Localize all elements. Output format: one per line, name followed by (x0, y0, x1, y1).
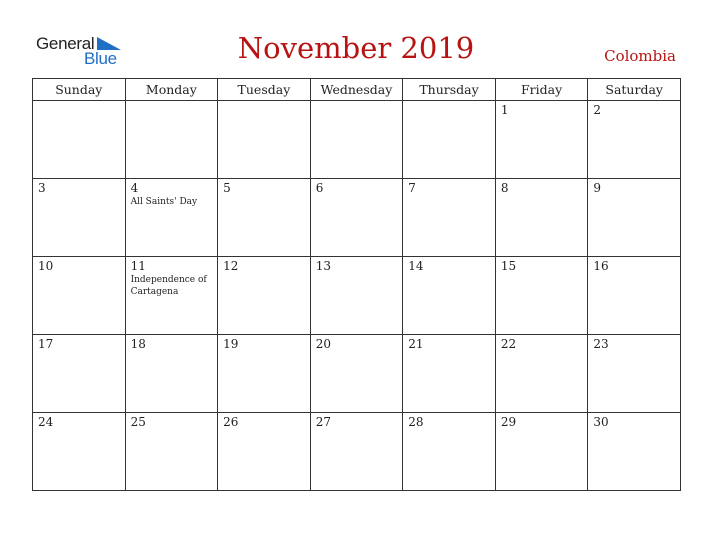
day-cell (588, 335, 681, 413)
day-number: 28 (408, 415, 424, 429)
day-number: 9 (593, 181, 602, 195)
day-number: 2 (593, 103, 602, 117)
day-number: 14 (408, 259, 424, 273)
day-cell (495, 335, 588, 413)
weekday-header: Saturday (588, 79, 681, 101)
day-number (126, 101, 218, 103)
day-cell (495, 101, 588, 179)
day-number (33, 101, 125, 103)
country-label: Colombia (604, 47, 676, 65)
day-cell (218, 179, 311, 257)
day-cell (403, 101, 496, 179)
day-number: 12 (223, 259, 239, 273)
day-cell (125, 413, 218, 491)
day-number: 5 (223, 181, 231, 195)
day-cell (310, 179, 403, 257)
day-cell (33, 257, 126, 335)
day-cell (33, 101, 126, 179)
day-number: 30 (593, 415, 609, 429)
day-cell (403, 335, 496, 413)
day-cell (125, 101, 218, 179)
day-number: 8 (500, 181, 509, 195)
weekday-header-row (33, 79, 681, 101)
day-cell (218, 257, 311, 335)
holiday-label: Independence of Cartagena (130, 275, 207, 297)
weekday-header: Sunday (33, 79, 126, 101)
day-number: 27 (315, 415, 331, 429)
day-cell (218, 335, 311, 413)
day-number: 15 (500, 259, 517, 273)
day-cell (125, 179, 218, 257)
day-number: 26 (223, 415, 239, 429)
calendar-grid (32, 78, 681, 491)
day-cell (125, 257, 218, 335)
day-cell (310, 257, 403, 335)
day-cell (310, 101, 403, 179)
day-number: 20 (315, 337, 331, 351)
logo-text-general: General (36, 34, 95, 53)
day-cell (33, 335, 126, 413)
day-number: 7 (408, 181, 416, 195)
day-number: 19 (223, 337, 239, 351)
logo-text-blue: Blue (84, 49, 117, 68)
day-cell (588, 257, 681, 335)
day-cell (403, 179, 496, 257)
day-number: 3 (38, 181, 46, 195)
day-cell (33, 179, 126, 257)
day-number: 22 (500, 337, 517, 351)
day-cell (218, 101, 311, 179)
day-number: 21 (408, 337, 424, 351)
day-number: 16 (593, 259, 609, 273)
holiday-label: All Saints' Day (130, 197, 198, 207)
week-row (33, 179, 681, 257)
day-number: 17 (38, 337, 54, 351)
day-number: 4 (130, 181, 139, 195)
week-row (33, 335, 681, 413)
day-number: 18 (130, 337, 146, 351)
day-cell (588, 413, 681, 491)
day-cell (125, 335, 218, 413)
week-row (33, 257, 681, 335)
day-cell (310, 413, 403, 491)
day-cell (495, 413, 588, 491)
day-cell (495, 257, 588, 335)
weekday-header: Wednesday (310, 79, 403, 101)
day-cell (33, 413, 126, 491)
weekday-header: Thursday (403, 79, 496, 101)
day-number: 25 (130, 415, 146, 429)
day-number: 1 (500, 103, 509, 117)
day-cell (403, 257, 496, 335)
week-row (33, 413, 681, 491)
day-number: 11 (130, 259, 146, 273)
day-cell (588, 101, 681, 179)
day-number: 6 (315, 181, 324, 195)
day-cell (588, 179, 681, 257)
day-number: 29 (500, 415, 517, 429)
day-cell (218, 413, 311, 491)
weekday-header: Monday (125, 79, 218, 101)
day-number: 10 (38, 259, 54, 273)
day-cell (403, 413, 496, 491)
weekday-header: Friday (495, 79, 588, 101)
week-row (33, 101, 681, 179)
page-title: November 2019 (237, 31, 475, 65)
day-number: 24 (38, 415, 54, 429)
day-cell (310, 335, 403, 413)
day-cell (495, 179, 588, 257)
weekday-header: Tuesday (218, 79, 311, 101)
day-number (311, 101, 403, 103)
day-number (403, 101, 495, 103)
day-number: 13 (315, 259, 331, 273)
day-number (218, 101, 310, 103)
day-number: 23 (593, 337, 609, 351)
